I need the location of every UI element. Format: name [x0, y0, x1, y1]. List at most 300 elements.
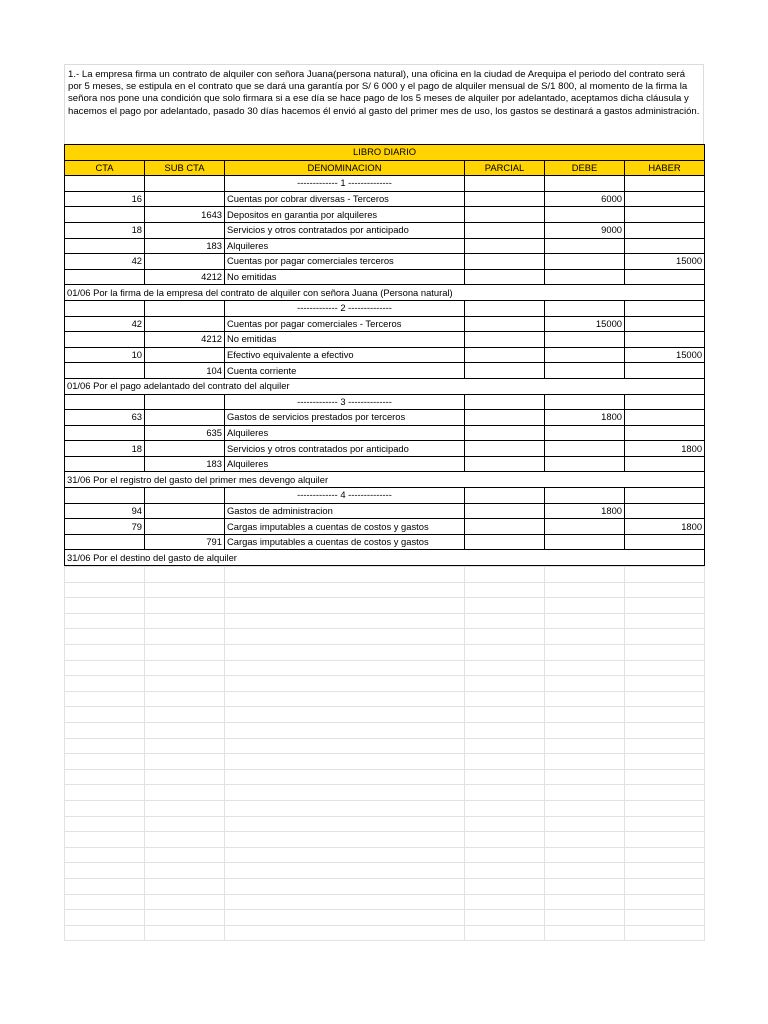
empty-cell: [465, 629, 545, 645]
parcial-cell: [465, 441, 545, 457]
table-row: [65, 332, 705, 348]
empty-cell: [65, 863, 145, 879]
empty-row: [65, 878, 705, 894]
empty-cell: [225, 660, 465, 676]
entry-note-row: [65, 550, 705, 566]
parcial-cell: [465, 519, 545, 535]
empty-cell: [65, 645, 145, 661]
parcial-cell: [465, 456, 545, 472]
empty-cell: [145, 863, 225, 879]
cta-cell: [65, 534, 145, 550]
debe-cell: [545, 332, 625, 348]
empty-cell: [625, 925, 705, 941]
empty-cell: [65, 660, 145, 676]
haber-cell: 15000: [625, 254, 705, 270]
empty-cell: [625, 832, 705, 848]
empty-row: [65, 567, 705, 583]
empty-cell: [225, 582, 465, 598]
empty-row: [65, 629, 705, 645]
ledger-header-row: [65, 160, 705, 176]
haber-cell: [625, 316, 705, 332]
table-row: [65, 222, 705, 238]
empty-cell: [625, 863, 705, 879]
sub-cta-cell: 183: [145, 238, 225, 254]
empty-cell: [65, 769, 145, 785]
table-row: [65, 534, 705, 550]
empty-cell: [465, 847, 545, 863]
empty-cell: [625, 847, 705, 863]
debe-cell: [545, 425, 625, 441]
debe-cell: 15000: [545, 316, 625, 332]
empty-cell: [465, 613, 545, 629]
debe-cell: 1800: [545, 503, 625, 519]
entry-marker-row: [65, 394, 705, 410]
empty-row: [65, 691, 705, 707]
empty-cell: [65, 816, 145, 832]
haber-cell: [625, 456, 705, 472]
empty-cell: [625, 707, 705, 723]
empty-cell: [625, 691, 705, 707]
parcial-cell: [465, 503, 545, 519]
cell: [625, 394, 705, 410]
debe-cell: [545, 519, 625, 535]
empty-cell: [145, 582, 225, 598]
header-debe: DEBE: [545, 160, 625, 176]
cta-cell: [65, 332, 145, 348]
empty-cell: [225, 645, 465, 661]
denominacion-cell: No emitidas: [225, 332, 465, 348]
debe-cell: [545, 456, 625, 472]
empty-cell: [465, 832, 545, 848]
denominacion-cell: Servicios y otros contratados por anticipado: [225, 441, 465, 457]
empty-cell: [145, 910, 225, 926]
empty-cell: [465, 894, 545, 910]
debe-cell: 9000: [545, 222, 625, 238]
empty-cell: [145, 613, 225, 629]
ledger-title-row: [65, 145, 705, 161]
debe-cell: [545, 347, 625, 363]
entry-note: 31/06 Por el registro del gasto del primer mes devengo alquiler: [65, 472, 705, 488]
empty-cell: [225, 613, 465, 629]
empty-cell: [225, 598, 465, 614]
empty-row: [65, 598, 705, 614]
empty-row: [65, 785, 705, 801]
header-denominacion: DENOMINACION: [225, 160, 465, 176]
sub-cta-cell: [145, 191, 225, 207]
empty-cell: [545, 676, 625, 692]
empty-cell: [625, 629, 705, 645]
debe-cell: [545, 269, 625, 285]
empty-cell: [625, 660, 705, 676]
debe-cell: [545, 238, 625, 254]
empty-cell: [465, 738, 545, 754]
empty-cell: [625, 722, 705, 738]
cell: [625, 176, 705, 192]
table-row: [65, 363, 705, 379]
haber-cell: 15000: [625, 347, 705, 363]
empty-cell: [625, 894, 705, 910]
entry-marker: ------------- 1 --------------: [225, 176, 465, 192]
empty-cell: [625, 816, 705, 832]
empty-cell: [465, 754, 545, 770]
empty-cell: [145, 816, 225, 832]
empty-cell: [545, 691, 625, 707]
empty-cell: [65, 754, 145, 770]
empty-cell: [145, 894, 225, 910]
denominacion-cell: Alquileres: [225, 238, 465, 254]
empty-row: [65, 894, 705, 910]
empty-row: [65, 847, 705, 863]
empty-cell: [145, 754, 225, 770]
sub-cta-cell: 635: [145, 425, 225, 441]
cell: [465, 488, 545, 504]
empty-cell: [145, 738, 225, 754]
denominacion-cell: Servicios y otros contratados por anticipado: [225, 222, 465, 238]
empty-row: [65, 925, 705, 941]
cta-cell: 18: [65, 222, 145, 238]
debe-cell: [545, 363, 625, 379]
table-row: [65, 425, 705, 441]
empty-cell: [65, 707, 145, 723]
haber-cell: [625, 269, 705, 285]
table-row: [65, 238, 705, 254]
spreadsheet: [64, 64, 704, 941]
empty-row: [65, 676, 705, 692]
empty-row: [65, 910, 705, 926]
empty-cell: [225, 567, 465, 583]
denominacion-cell: Cuentas por pagar comerciales - Terceros: [225, 316, 465, 332]
empty-cell: [625, 613, 705, 629]
cell: [65, 488, 145, 504]
empty-cell: [545, 863, 625, 879]
empty-cell: [625, 800, 705, 816]
empty-cell: [145, 800, 225, 816]
table-row: [65, 347, 705, 363]
debe-cell: [545, 534, 625, 550]
parcial-cell: [465, 207, 545, 223]
sub-cta-cell: 4212: [145, 269, 225, 285]
cell: [145, 488, 225, 504]
empty-cell: [465, 598, 545, 614]
cta-cell: 42: [65, 316, 145, 332]
table-row: [65, 441, 705, 457]
sub-cta-cell: [145, 503, 225, 519]
empty-cell: [545, 629, 625, 645]
empty-cell: [545, 769, 625, 785]
haber-cell: [625, 222, 705, 238]
empty-cell: [145, 567, 225, 583]
empty-cell: [225, 629, 465, 645]
empty-cell: [625, 645, 705, 661]
empty-cell: [465, 645, 545, 661]
sub-cta-cell: 104: [145, 363, 225, 379]
empty-cell: [545, 816, 625, 832]
empty-cell: [625, 785, 705, 801]
sub-cta-cell: [145, 519, 225, 535]
sub-cta-cell: 183: [145, 456, 225, 472]
empty-cell: [545, 660, 625, 676]
empty-cell: [225, 754, 465, 770]
empty-cell: [545, 738, 625, 754]
empty-cell: [545, 800, 625, 816]
cell: [625, 300, 705, 316]
cta-cell: 18: [65, 441, 145, 457]
empty-row: [65, 863, 705, 879]
cell: [545, 176, 625, 192]
debe-cell: 6000: [545, 191, 625, 207]
empty-row: [65, 722, 705, 738]
cta-cell: [65, 363, 145, 379]
haber-cell: [625, 503, 705, 519]
parcial-cell: [465, 316, 545, 332]
empty-cell: [65, 738, 145, 754]
denominacion-cell: Efectivo equivalente a efectivo: [225, 347, 465, 363]
empty-cell: [465, 816, 545, 832]
empty-cell: [225, 925, 465, 941]
cta-cell: 79: [65, 519, 145, 535]
empty-cell: [545, 613, 625, 629]
empty-cell: [225, 785, 465, 801]
table-row: [65, 191, 705, 207]
haber-cell: 1800: [625, 441, 705, 457]
empty-cell: [465, 676, 545, 692]
empty-row: [65, 800, 705, 816]
empty-cell: [465, 769, 545, 785]
empty-cell: [225, 816, 465, 832]
sub-cta-cell: [145, 222, 225, 238]
haber-cell: [625, 207, 705, 223]
parcial-cell: [465, 254, 545, 270]
empty-cell: [225, 863, 465, 879]
haber-cell: [625, 238, 705, 254]
libro-diario-table: [64, 144, 705, 566]
empty-cell: [65, 613, 145, 629]
cta-cell: 42: [65, 254, 145, 270]
cta-cell: [65, 207, 145, 223]
empty-cell: [625, 878, 705, 894]
table-row: [65, 519, 705, 535]
denominacion-cell: Cuentas por pagar comerciales terceros: [225, 254, 465, 270]
empty-cell: [145, 722, 225, 738]
empty-cell: [225, 691, 465, 707]
empty-cell: [65, 878, 145, 894]
haber-cell: [625, 425, 705, 441]
denominacion-cell: Gastos de administracion: [225, 503, 465, 519]
parcial-cell: [465, 332, 545, 348]
header-sub-cta: SUB CTA: [145, 160, 225, 176]
header-parcial: PARCIAL: [465, 160, 545, 176]
denominacion-cell: Cuentas por cobrar diversas - Terceros: [225, 191, 465, 207]
empty-row: [65, 738, 705, 754]
empty-cell: [65, 582, 145, 598]
entry-note: 01/06 Por la firma de la empresa del contrato de alquiler con señora Juana (Persona natural): [65, 285, 705, 301]
empty-cell: [65, 800, 145, 816]
table-row: [65, 269, 705, 285]
empty-cell: [65, 925, 145, 941]
parcial-cell: [465, 222, 545, 238]
empty-cell: [625, 567, 705, 583]
empty-cell: [545, 707, 625, 723]
empty-cell: [545, 567, 625, 583]
empty-cell: [225, 847, 465, 863]
empty-cell: [225, 707, 465, 723]
denominacion-cell: Alquileres: [225, 456, 465, 472]
problem-statement: 1.- La empresa firma un contrato de alquiler con señora Juana(persona natural), una oficina en la ciudad de Arequipa el periodo del contrato será por 5 meses, se estipula en el contrato que se dará una garantía por S/ 6 000 y el pago de alquiler mensual de S/1 800, al momento de la firma la señora nos pone una condición que solo firmara si a ese día se hace pago de los 5 meses de alquiler por adelantado, aceptamos dicha cláusula y hacemos el pago por adelantado, pasado 30 días hacemos él envió al gasto del primer mes de uso, los gastos se destinará a gastos administración.: [64, 64, 704, 144]
empty-cell: [145, 769, 225, 785]
empty-cell: [545, 832, 625, 848]
empty-cell: [225, 910, 465, 926]
entry-note-row: [65, 472, 705, 488]
debe-cell: [545, 207, 625, 223]
empty-cell: [545, 754, 625, 770]
denominacion-cell: Alquileres: [225, 425, 465, 441]
empty-row: [65, 660, 705, 676]
empty-row: [65, 645, 705, 661]
sub-cta-cell: 1643: [145, 207, 225, 223]
cell: [145, 300, 225, 316]
sub-cta-cell: [145, 254, 225, 270]
empty-cell: [225, 800, 465, 816]
parcial-cell: [465, 425, 545, 441]
empty-cell: [225, 738, 465, 754]
empty-cell: [65, 598, 145, 614]
sub-cta-cell: [145, 441, 225, 457]
empty-cell: [225, 878, 465, 894]
cell: [465, 394, 545, 410]
cta-cell: 16: [65, 191, 145, 207]
parcial-cell: [465, 363, 545, 379]
entry-note: 01/06 Por el pago adelantado del contrato del alquiler: [65, 378, 705, 394]
cta-cell: 10: [65, 347, 145, 363]
entry-note-row: [65, 285, 705, 301]
parcial-cell: [465, 347, 545, 363]
empty-cell: [65, 832, 145, 848]
denominacion-cell: Cuenta corriente: [225, 363, 465, 379]
cell: [465, 300, 545, 316]
empty-cell: [65, 629, 145, 645]
empty-cell: [465, 925, 545, 941]
cell: [65, 176, 145, 192]
empty-row: [65, 832, 705, 848]
denominacion-cell: Gastos de servicios prestados por terceros: [225, 410, 465, 426]
empty-cell: [545, 598, 625, 614]
empty-cell: [465, 582, 545, 598]
haber-cell: 1800: [625, 519, 705, 535]
empty-cell: [625, 769, 705, 785]
cell: [65, 394, 145, 410]
empty-cell: [545, 582, 625, 598]
entry-marker-row: [65, 488, 705, 504]
cell: [545, 394, 625, 410]
cell: [465, 176, 545, 192]
debe-cell: [545, 441, 625, 457]
empty-cell: [65, 894, 145, 910]
empty-cell: [65, 785, 145, 801]
haber-cell: [625, 363, 705, 379]
table-row: [65, 316, 705, 332]
empty-cell: [625, 910, 705, 926]
empty-cell: [465, 707, 545, 723]
empty-cell: [625, 598, 705, 614]
empty-cell: [145, 676, 225, 692]
denominacion-cell: Cargas imputables a cuentas de costos y gastos: [225, 519, 465, 535]
empty-cell: [65, 722, 145, 738]
empty-cell: [225, 769, 465, 785]
sub-cta-cell: 4212: [145, 332, 225, 348]
table-row: [65, 503, 705, 519]
parcial-cell: [465, 534, 545, 550]
empty-cell: [545, 847, 625, 863]
entry-note: 31/06 Por el destino del gasto de alquiler: [65, 550, 705, 566]
empty-cell: [225, 722, 465, 738]
table-row: [65, 254, 705, 270]
haber-cell: [625, 191, 705, 207]
empty-cell: [65, 691, 145, 707]
sub-cta-cell: 791: [145, 534, 225, 550]
empty-cell: [225, 894, 465, 910]
empty-row: [65, 754, 705, 770]
empty-cell: [465, 878, 545, 894]
entry-marker: ------------- 4 --------------: [225, 488, 465, 504]
empty-cell: [545, 925, 625, 941]
empty-cell: [545, 785, 625, 801]
empty-cell: [625, 676, 705, 692]
empty-cell: [625, 754, 705, 770]
sub-cta-cell: [145, 347, 225, 363]
haber-cell: [625, 534, 705, 550]
cell: [145, 176, 225, 192]
empty-cell: [145, 629, 225, 645]
cell: [625, 488, 705, 504]
empty-cell: [465, 910, 545, 926]
entry-marker-row: [65, 300, 705, 316]
empty-cell: [65, 567, 145, 583]
denominacion-cell: Cargas imputables a cuentas de costos y gastos: [225, 534, 465, 550]
empty-row: [65, 769, 705, 785]
header-cta: CTA: [65, 160, 145, 176]
empty-cell: [145, 598, 225, 614]
denominacion-cell: No emitidas: [225, 269, 465, 285]
empty-grid: [64, 566, 705, 941]
parcial-cell: [465, 410, 545, 426]
table-row: [65, 207, 705, 223]
empty-row: [65, 707, 705, 723]
parcial-cell: [465, 269, 545, 285]
header-haber: HABER: [625, 160, 705, 176]
haber-cell: [625, 332, 705, 348]
debe-cell: [545, 254, 625, 270]
cell: [545, 300, 625, 316]
sub-cta-cell: [145, 316, 225, 332]
empty-cell: [65, 910, 145, 926]
empty-cell: [465, 785, 545, 801]
empty-cell: [225, 832, 465, 848]
empty-cell: [465, 800, 545, 816]
empty-cell: [465, 691, 545, 707]
empty-cell: [545, 645, 625, 661]
table-row: [65, 456, 705, 472]
cta-cell: 63: [65, 410, 145, 426]
empty-cell: [145, 660, 225, 676]
empty-cell: [145, 691, 225, 707]
cell: [65, 300, 145, 316]
cell: [545, 488, 625, 504]
empty-cell: [145, 847, 225, 863]
empty-cell: [545, 894, 625, 910]
empty-cell: [465, 863, 545, 879]
entry-marker: ------------- 3 --------------: [225, 394, 465, 410]
cell: [145, 394, 225, 410]
